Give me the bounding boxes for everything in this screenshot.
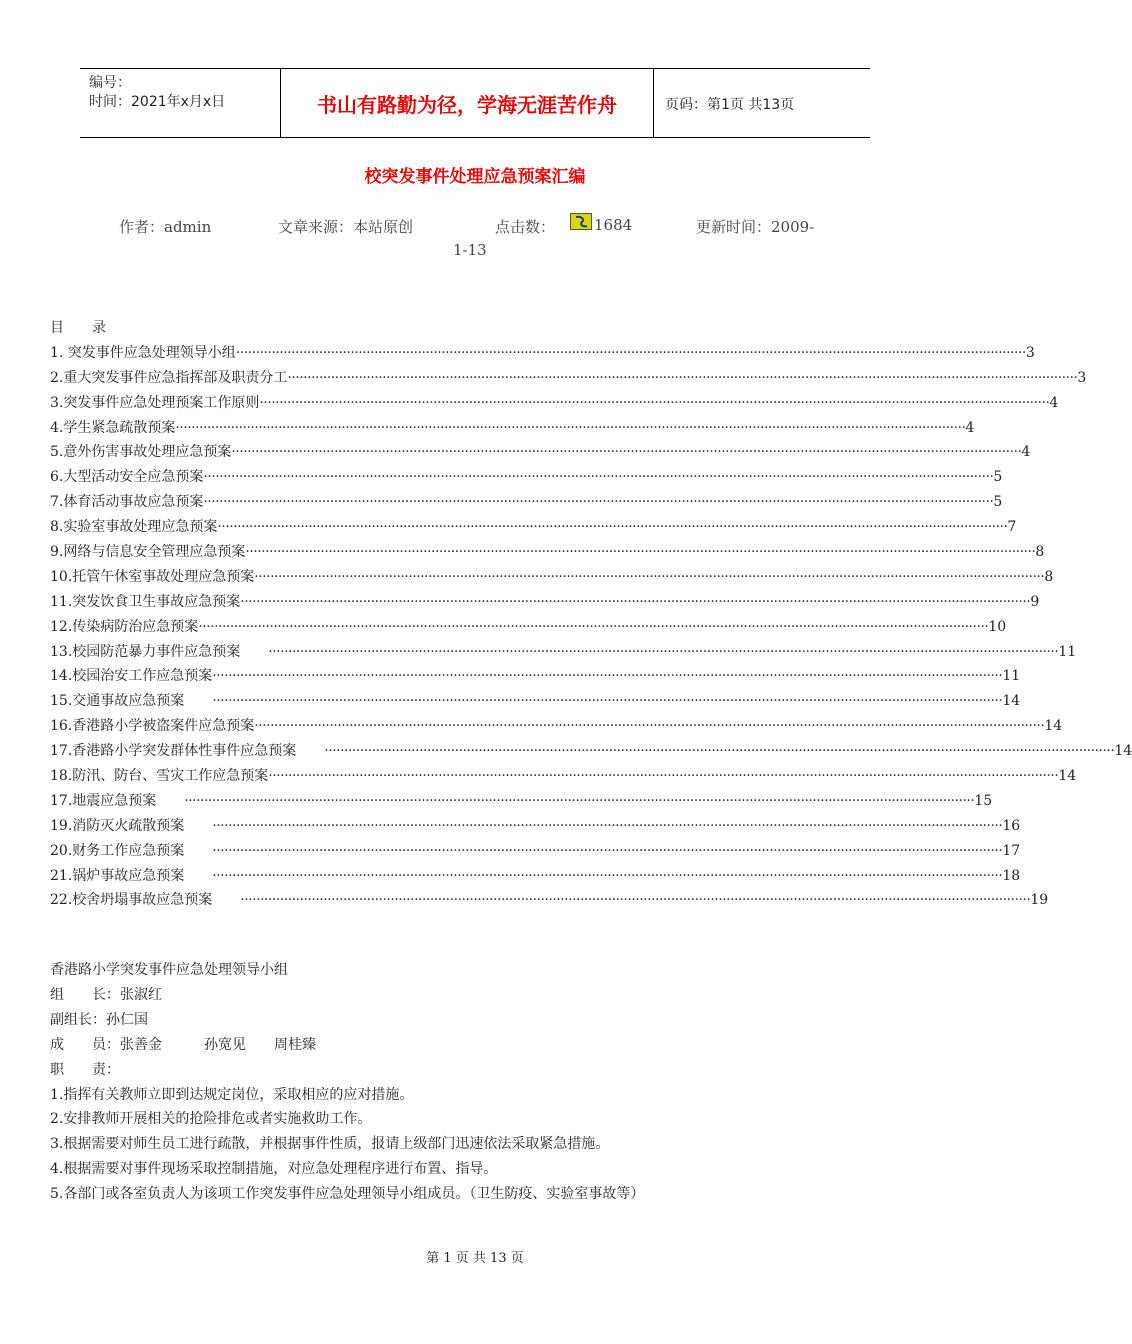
toc-item (50, 764, 1077, 789)
toc-leader-dots: ········································································································································································································ (217, 519, 1008, 536)
toc-item-page: 4 (965, 419, 975, 436)
toc-item-page: 11 (1002, 668, 1021, 685)
toc-item-page: 14 (1044, 718, 1063, 735)
toc-heading: 目 录 (50, 320, 106, 336)
toc-item (50, 714, 1063, 739)
toc-item-label: 17.香港路小学突发群体性事件应急预案 (50, 743, 325, 760)
toc-item-page: 14 (1114, 743, 1132, 760)
body-line: 1.指挥有关教师立即到达规定岗位，采取相应的应对措施。 (50, 1086, 414, 1103)
toc-leader-dots: ········································································································································································································ (254, 568, 1045, 585)
toc-item-page: 7 (1007, 519, 1017, 536)
toc-item (50, 366, 1087, 391)
toc-item-page: 14 (1058, 768, 1077, 785)
toc-item-label: 21.锅炉事故应急预案 (50, 867, 213, 884)
meta-update-time-cont: 1-13 (453, 241, 487, 259)
toc-item (50, 540, 1045, 565)
toc-item (50, 888, 1049, 913)
toc-leader-dots: ········································································································································································································ (212, 693, 1003, 710)
toc-leader-dots: ········································································································································································································ (212, 817, 1003, 834)
toc-item (50, 615, 1007, 640)
toc-leader-dots: ········································································································································································································ (203, 494, 994, 511)
toc-item-page: 19 (1030, 892, 1049, 909)
toc-item-page: 3 (1077, 369, 1087, 386)
toc-item (50, 341, 1035, 366)
toc-item-page: 5 (993, 469, 1003, 486)
toc-leader-dots: ········································································································································································································ (235, 344, 1026, 361)
header-page-info: 页码：第1页 共13页 (665, 97, 795, 113)
toc-item (50, 839, 1021, 864)
toc-item (50, 465, 1003, 490)
toc-item (50, 440, 1031, 465)
header-motto: 书山有路勤为径，学海无涯苦作舟 (281, 69, 654, 137)
toc-leader-dots: ········································································································································································································ (245, 544, 1036, 561)
body-line: 职 责： (50, 1061, 120, 1078)
toc-item (50, 515, 1017, 540)
toc-item (50, 664, 1021, 689)
doc-title: 校突发事件处理应急预案汇编 (364, 167, 586, 187)
toc-item-page: 14 (1002, 693, 1021, 710)
toc-item-label: 15.交通事故应急预案 (50, 693, 213, 710)
toc-leader-dots: ········································································································································································································ (268, 768, 1059, 785)
table-of-contents (50, 316, 1132, 913)
meta-source: 文章来源：本站原创 (278, 218, 414, 236)
doc-number-label: 编号： (89, 75, 131, 91)
toc-item-label: 1. 突发事件应急处理领导小组 (50, 344, 236, 361)
toc-leader-dots: ········································································································································································································ (231, 444, 1022, 461)
toc-item (50, 864, 1021, 889)
toc-item (50, 814, 1021, 839)
toc-leader-dots: ········································································································································································································ (212, 842, 1003, 859)
toc-leader-dots: ········································································································································································································ (240, 892, 1031, 909)
toc-leader-dots: ········································································································································································································ (287, 369, 1078, 386)
toc-item-page: 4 (1049, 394, 1059, 411)
toc-item-label: 5.意外伤害事故处理应急预案 (50, 444, 232, 461)
body-line: 成 员：张善金 孙宽见 周桂臻 (50, 1036, 316, 1053)
toc-leader-dots: ········································································································································································································ (324, 743, 1115, 760)
toc-item-page: 16 (1002, 817, 1021, 834)
toc-leader-dots: ········································································································································································································ (212, 867, 1003, 884)
toc-item-page: 3 (1025, 344, 1035, 361)
body-line: 香港路小学突发事件应急处理领导小组 (50, 962, 288, 978)
header-table (80, 68, 870, 138)
body-line: 副组长：孙仁国 (50, 1011, 148, 1028)
toc-item-page: 15 (974, 792, 993, 809)
toc-leader-dots: ········································································································································································································ (259, 394, 1050, 411)
toc-item-label: 19.消防灭火疏散预案 (50, 817, 213, 834)
toc-leader-dots: ········································································································································································································ (212, 668, 1003, 685)
body-line: 4.根据需要对事件现场采取控制措施，对应急处理程序进行布置、指导。 (50, 1161, 498, 1178)
toc-leader-dots: ········································································································································································································ (268, 643, 1059, 660)
toc-item (50, 789, 993, 814)
clicks-icon (570, 213, 592, 230)
toc-item-page: 8 (1035, 544, 1045, 561)
toc-item-page: 11 (1058, 643, 1077, 660)
toc-item-label: 12.传染病防治应急预案 (50, 618, 199, 635)
toc-leader-dots: ········································································································································································································ (240, 593, 1031, 610)
toc-item-page: 5 (993, 494, 1003, 511)
toc-item-page: 10 (988, 618, 1007, 635)
meta-clicks-label: 点击数： (495, 218, 556, 236)
toc-item (50, 391, 1059, 416)
body-line: 2.安排教师开展相关的抢险排危或者实施救助工作。 (50, 1111, 372, 1128)
toc-item-label: 17.地震应急预案 (50, 792, 185, 809)
meta-update-time: 更新时间：2009- (696, 218, 815, 236)
toc-item-label: 11.突发饮食卫生事故应急预案 (50, 593, 241, 610)
toc-item-label: 14.校园治安工作应急预案 (50, 668, 213, 685)
body-line: 3.根据需要对师生员工进行疏散，并根据事件性质，报请上级部门迅速依法采取紧急措施。 (50, 1136, 610, 1153)
leadership-group-section (50, 958, 644, 1207)
doc-time-label: 时间：2021年x月x日 (89, 94, 226, 110)
toc-item-label: 20.财务工作应急预案 (50, 842, 213, 859)
toc-item-page: 8 (1044, 568, 1054, 585)
toc-item-label: 16.香港路小学被盗案件应急预案 (50, 718, 255, 735)
toc-leader-dots: ········································································································································································································ (203, 469, 994, 486)
toc-list (50, 341, 1132, 913)
toc-item-page: 4 (1021, 444, 1031, 461)
toc-item-label: 10.托管午休室事故处理应急预案 (50, 568, 255, 585)
toc-item-label: 8.实验室事故处理应急预案 (50, 519, 218, 536)
toc-item (50, 689, 1021, 714)
meta-clicks: 1684 (594, 216, 633, 234)
toc-item-label: 2.重大突发事件应急指挥部及职责分工 (50, 369, 288, 386)
toc-item-label: 22.校舍坍塌事故应急预案 (50, 892, 241, 909)
toc-leader-dots: ········································································································································································································ (175, 419, 966, 436)
toc-item-label: 9.网络与信息安全管理应急预案 (50, 544, 246, 561)
toc-item (50, 590, 1040, 615)
toc-item (50, 490, 1003, 515)
toc-leader-dots: ········································································································································································································ (254, 718, 1045, 735)
toc-item-label: 18.防汛、防台、雪灾工作应急预案 (50, 768, 269, 785)
toc-item (50, 739, 1132, 764)
header-info-cell (80, 69, 281, 137)
toc-item (50, 640, 1077, 665)
toc-item-label: 7.体育活动事故应急预案 (50, 494, 204, 511)
toc-leader-dots: ········································································································································································································ (184, 792, 975, 809)
body-line: 5.各部门或各室负责人为该项工作突发事件应急处理领导小组成员。（卫生防疫、实验室事故等） (50, 1186, 645, 1203)
toc-item-label: 3.突发事件应急处理预案工作原则 (50, 394, 260, 411)
toc-item-page: 9 (1030, 593, 1040, 610)
toc-item (50, 416, 975, 441)
toc-item-page: 18 (1002, 867, 1021, 884)
page-footer: 第 1 页 共 13 页 (426, 1251, 524, 1266)
meta-author: 作者：admin (119, 218, 212, 236)
toc-item-page: 17 (1002, 842, 1021, 859)
toc-item-label: 13.校园防范暴力事件应急预案 (50, 643, 269, 660)
toc-item (50, 565, 1054, 590)
toc-item-label: 6.大型活动安全应急预案 (50, 469, 204, 486)
toc-item-label: 4.学生紧急疏散预案 (50, 419, 176, 436)
body-line: 组 长：张淑红 (50, 986, 162, 1003)
toc-leader-dots: ········································································································································································································ (198, 618, 989, 635)
